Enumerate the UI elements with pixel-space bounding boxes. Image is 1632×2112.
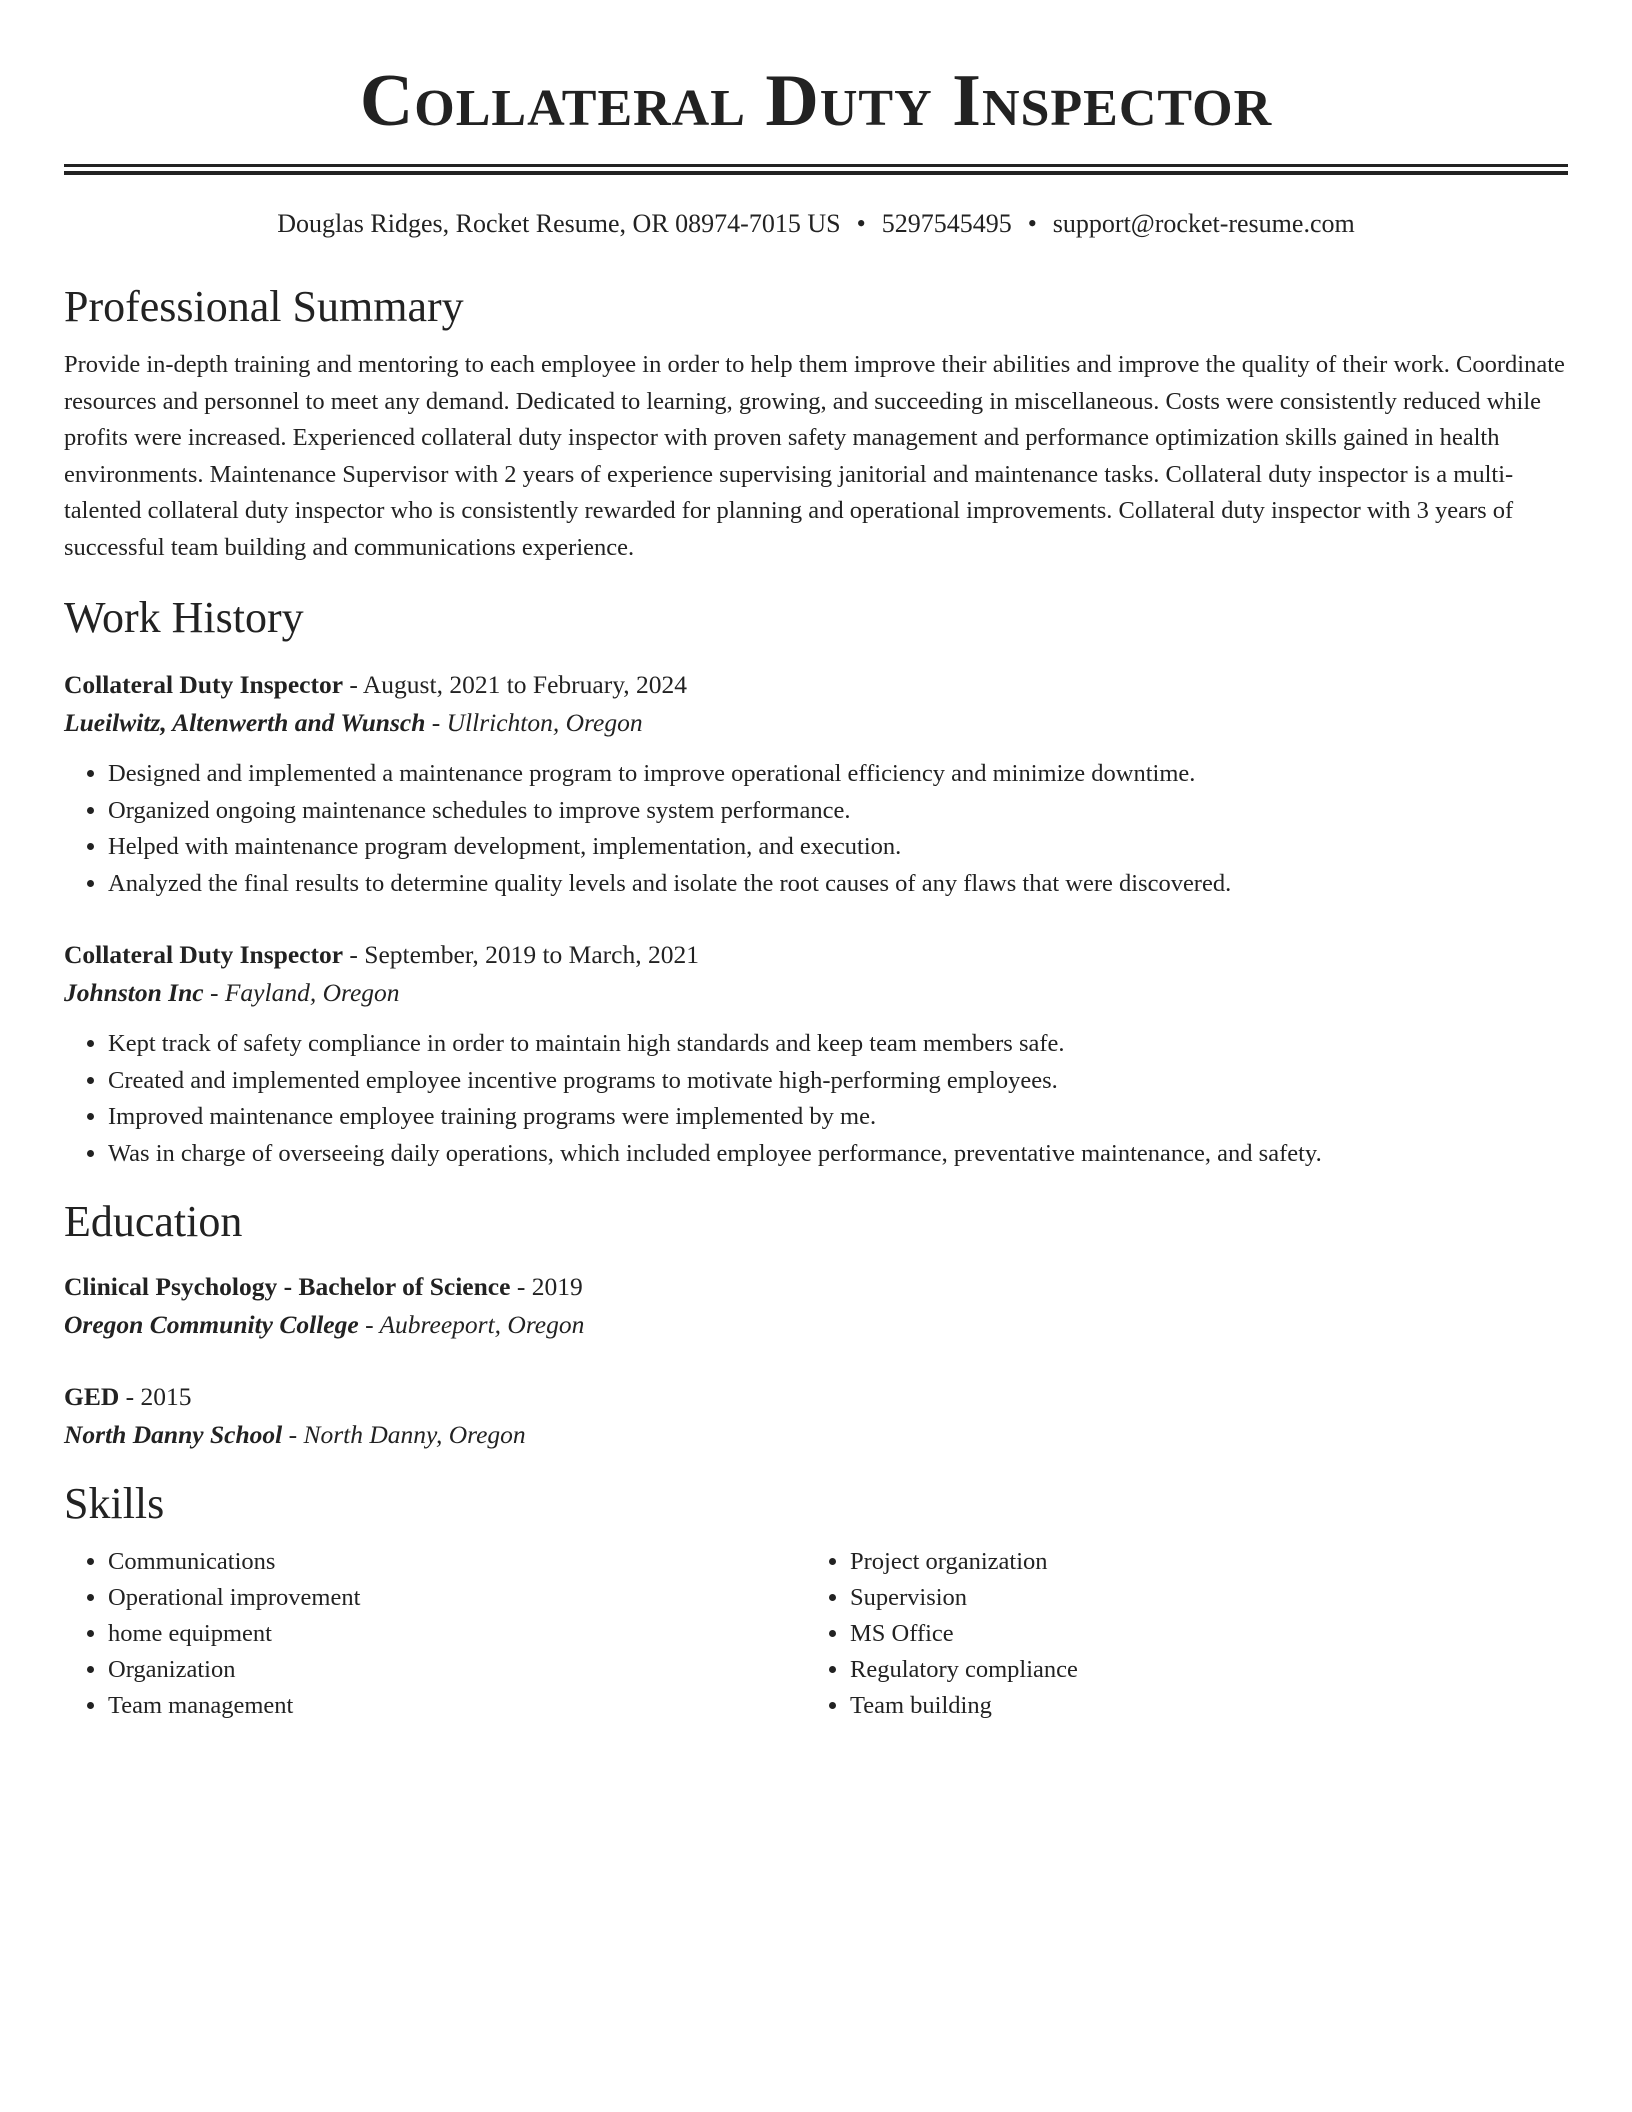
job-entry (64, 936, 1568, 1172)
job-role: Collateral Duty Inspector (64, 670, 344, 699)
skills-heading: Skills (64, 1479, 165, 1528)
school-name: North Danny School (64, 1420, 283, 1449)
contact-address: Douglas Ridges, Rocket Resume, OR 08974-7015 US (277, 209, 841, 238)
job-bullet: • Organized ongoing maintenance schedules to improve system performance. (108, 793, 1568, 830)
contact-phone: 5297545495 (881, 209, 1012, 238)
contact-email: support@rocket-resume.com (1052, 209, 1355, 238)
school-name: Oregon Community College (64, 1310, 359, 1339)
work-history-heading: Work History (64, 593, 304, 642)
skill-item: • home equipment (108, 1616, 806, 1652)
skill-item: • Operational improvement (108, 1580, 806, 1616)
job-company-line (64, 704, 1568, 742)
job-bullet: • Was in charge of overseeing daily operations, which included employee performance, preventative maintenance, and safety. (108, 1136, 1568, 1173)
job-dash: - (343, 670, 363, 699)
contact-separator: • (856, 209, 866, 238)
job-dates: September, 2019 to March, 2021 (364, 940, 699, 969)
skill-item: • Communications (108, 1544, 806, 1580)
degree-year: 2019 (531, 1272, 583, 1301)
job-dash: - (343, 940, 365, 969)
skills-grid (64, 1544, 1568, 1724)
school-dash: - (358, 1310, 380, 1339)
school-line (64, 1306, 1568, 1344)
degree-year: 2015 (140, 1382, 192, 1411)
skill-item: • Team building (850, 1688, 1548, 1724)
job-dash: - (203, 978, 225, 1007)
job-bullet: • Analyzed the final results to determine quality levels and isolate the root causes of any flaws that were discovered. (108, 866, 1568, 903)
job-company-line (64, 974, 1568, 1012)
job-dash: - (425, 708, 447, 737)
school-location: North Danny, Oregon (303, 1420, 526, 1449)
skill-item: • Supervision (850, 1580, 1548, 1616)
job-dates: August, 2021 to February, 2024 (362, 670, 688, 699)
job-title-line (64, 666, 1568, 704)
degree-name: Clinical Psychology - Bachelor of Science (64, 1272, 511, 1301)
job-location: Fayland, Oregon (224, 978, 400, 1007)
job-bullet: • Helped with maintenance program development, implementation, and execution. (108, 829, 1568, 866)
job-bullets (64, 756, 1568, 902)
job-role: Collateral Duty Inspector (64, 940, 344, 969)
education-entry (64, 1268, 1568, 1344)
job-title-line (64, 936, 1568, 974)
job-bullets (64, 1026, 1568, 1172)
skill-item: • Organization (108, 1652, 806, 1688)
job-company: Lueilwitz, Altenwerth and Wunsch (64, 708, 426, 737)
summary-text: Provide in-depth training and mentoring to each employee in order to help them improve their abilities and improve the quality of their work. Coordinate resources and personnel to meet any demand. Dedicated to learning, growing, and succeeding in miscellaneous. Costs were consistently reduced while profits were increased. Experienced collateral duty inspector with proven safety management and performance optimization skills gained in health environments. Maintenance Supervisor with 2 years of experience supervising janitorial and maintenance tasks. Collateral duty inspector is a multi-talented collateral duty inspector who is consistently rewarded for planning and operational improvements. Collateral duty inspector with 3 years of successful team building and communications experience. (64, 351, 1565, 561)
education-heading: Education (64, 1197, 243, 1246)
degree-line (64, 1268, 1568, 1306)
skill-item: • Regulatory compliance (850, 1652, 1548, 1688)
degree-dash: - (510, 1272, 532, 1301)
skill-item: • MS Office (850, 1616, 1548, 1652)
resume-name-title: Collateral Duty Inspector (359, 60, 1273, 142)
skills-column-right (806, 1544, 1548, 1724)
school-line (64, 1416, 1568, 1454)
school-dash: - (282, 1420, 304, 1449)
job-bullet: • Kept track of safety compliance in order to maintain high standards and keep team members safe. (108, 1026, 1568, 1063)
job-bullet: • Designed and implemented a maintenance program to improve operational efficiency and minimize downtime. (108, 756, 1568, 793)
job-company: Johnston Inc (64, 978, 204, 1007)
skill-item: • Project organization (850, 1544, 1548, 1580)
job-entry (64, 666, 1568, 902)
skill-item: • Team management (108, 1688, 806, 1724)
degree-dash: - (119, 1382, 141, 1411)
job-bullet: • Improved maintenance employee training programs were implemented by me. (108, 1099, 1568, 1136)
skills-column-left (64, 1544, 806, 1724)
education-entry (64, 1378, 1568, 1454)
contact-separator: • (1027, 209, 1037, 238)
contact-line (64, 207, 1568, 241)
summary-heading: Professional Summary (64, 282, 464, 331)
job-location: Ullrichton, Oregon (446, 708, 643, 737)
degree-line (64, 1378, 1568, 1416)
header-double-rule (64, 164, 1568, 175)
school-location: Aubreeport, Oregon (379, 1310, 585, 1339)
job-bullet: • Created and implemented employee incentive programs to motivate high-performing employees. (108, 1063, 1568, 1100)
degree-name: GED (64, 1382, 120, 1411)
